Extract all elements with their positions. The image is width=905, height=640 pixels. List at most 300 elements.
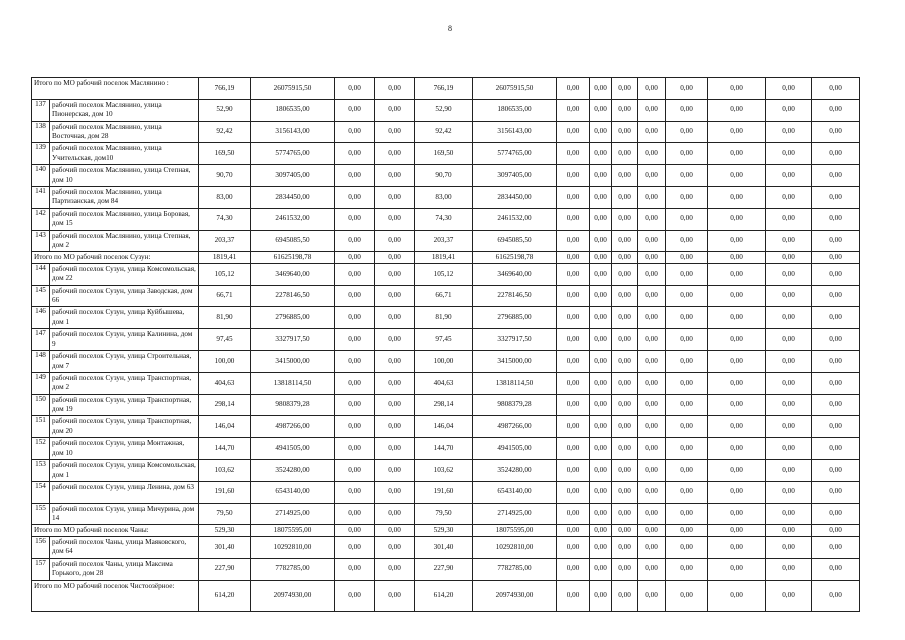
- row-index: 149: [32, 372, 50, 394]
- value-cell: 0,00: [590, 536, 612, 558]
- value-cell: 66,71: [199, 285, 251, 307]
- value-cell: 66,71: [415, 285, 473, 307]
- value-cell: 0,00: [375, 165, 415, 187]
- value-cell: 0,00: [335, 121, 375, 143]
- value-cell: 0,00: [666, 285, 708, 307]
- value-cell: 0,00: [638, 460, 666, 482]
- value-cell: 0,00: [666, 329, 708, 351]
- value-cell: 92,42: [199, 121, 251, 143]
- value-cell: 301,40: [199, 536, 251, 558]
- value-cell: 0,00: [612, 558, 638, 580]
- table-total-row: [32, 252, 860, 264]
- value-cell: 3524280,00: [473, 460, 557, 482]
- value-cell: 2461532,00: [251, 208, 335, 230]
- value-cell: 146,04: [199, 416, 251, 438]
- value-cell: 4941505,00: [251, 438, 335, 460]
- value-cell: 0,00: [812, 208, 860, 230]
- value-cell: 0,00: [666, 208, 708, 230]
- value-cell: 0,00: [708, 438, 766, 460]
- value-cell: 20974930,00: [251, 580, 335, 612]
- value-cell: 0,00: [557, 372, 590, 394]
- value-cell: 0,00: [335, 372, 375, 394]
- value-cell: 0,00: [612, 263, 638, 285]
- value-cell: 0,00: [612, 580, 638, 612]
- value-cell: 0,00: [812, 460, 860, 482]
- value-cell: 0,00: [557, 78, 590, 100]
- value-cell: 0,00: [557, 536, 590, 558]
- value-cell: 0,00: [638, 438, 666, 460]
- value-cell: 0,00: [375, 329, 415, 351]
- value-cell: 0,00: [590, 186, 612, 208]
- value-cell: 0,00: [335, 503, 375, 525]
- value-cell: 2714925,00: [251, 503, 335, 525]
- value-cell: 0,00: [666, 394, 708, 416]
- value-cell: 0,00: [708, 372, 766, 394]
- value-cell: 26075915,50: [473, 78, 557, 100]
- value-cell: 0,00: [666, 372, 708, 394]
- value-cell: 0,00: [812, 416, 860, 438]
- table-row: [32, 329, 860, 351]
- address-cell: рабочий поселок Сузун, улица Транспортная, дом 2: [50, 372, 199, 394]
- value-cell: 0,00: [812, 329, 860, 351]
- value-cell: 13818114,50: [251, 372, 335, 394]
- value-cell: 103,62: [415, 460, 473, 482]
- value-cell: 0,00: [612, 394, 638, 416]
- value-cell: 298,14: [199, 394, 251, 416]
- value-cell: 0,00: [612, 121, 638, 143]
- value-cell: 9808379,28: [473, 394, 557, 416]
- value-cell: 0,00: [812, 351, 860, 373]
- address-cell: рабочий поселок Чаны, улица Маяковского, дом 64: [50, 536, 199, 558]
- value-cell: 0,00: [375, 121, 415, 143]
- value-cell: 0,00: [708, 394, 766, 416]
- value-cell: 0,00: [708, 525, 766, 537]
- value-cell: 3156143,00: [473, 121, 557, 143]
- table-body: [32, 78, 860, 612]
- value-cell: 0,00: [612, 438, 638, 460]
- value-cell: 0,00: [375, 525, 415, 537]
- value-cell: 0,00: [666, 503, 708, 525]
- value-cell: 0,00: [335, 263, 375, 285]
- value-cell: 203,37: [415, 230, 473, 252]
- value-cell: 90,70: [199, 165, 251, 187]
- row-index: 146: [32, 307, 50, 329]
- value-cell: 3524280,00: [251, 460, 335, 482]
- value-cell: 0,00: [766, 416, 812, 438]
- value-cell: 0,00: [766, 252, 812, 264]
- address-cell: рабочий поселок Маслянино, улица Партизанская, дом 84: [50, 186, 199, 208]
- value-cell: 0,00: [638, 558, 666, 580]
- value-cell: 0,00: [335, 208, 375, 230]
- value-cell: 0,00: [612, 372, 638, 394]
- value-cell: 0,00: [375, 438, 415, 460]
- table-row: [32, 394, 860, 416]
- value-cell: 0,00: [590, 438, 612, 460]
- value-cell: 0,00: [708, 580, 766, 612]
- value-cell: 0,00: [557, 416, 590, 438]
- value-cell: 90,70: [415, 165, 473, 187]
- value-cell: 0,00: [557, 394, 590, 416]
- table-row: [32, 460, 860, 482]
- value-cell: 0,00: [375, 558, 415, 580]
- value-cell: 79,50: [415, 503, 473, 525]
- value-cell: 0,00: [335, 536, 375, 558]
- value-cell: 0,00: [766, 536, 812, 558]
- address-cell: рабочий поселок Сузун, улица Комсомольская, дом 1: [50, 460, 199, 482]
- value-cell: 0,00: [375, 78, 415, 100]
- value-cell: 0,00: [666, 230, 708, 252]
- value-cell: 0,00: [708, 78, 766, 100]
- value-cell: 0,00: [557, 263, 590, 285]
- value-cell: 0,00: [666, 558, 708, 580]
- value-cell: 0,00: [557, 460, 590, 482]
- value-cell: 0,00: [557, 208, 590, 230]
- value-cell: 74,30: [415, 208, 473, 230]
- value-cell: 0,00: [335, 481, 375, 503]
- value-cell: 0,00: [708, 263, 766, 285]
- value-cell: 74,30: [199, 208, 251, 230]
- value-cell: 529,30: [199, 525, 251, 537]
- value-cell: 0,00: [766, 372, 812, 394]
- value-cell: 0,00: [612, 536, 638, 558]
- value-cell: 0,00: [766, 481, 812, 503]
- value-cell: 4987266,00: [251, 416, 335, 438]
- value-cell: 0,00: [375, 252, 415, 264]
- address-cell: рабочий поселок Маслянино, улица Боровая, дом 15: [50, 208, 199, 230]
- value-cell: 0,00: [375, 99, 415, 121]
- value-cell: 0,00: [590, 165, 612, 187]
- value-cell: 0,00: [766, 307, 812, 329]
- value-cell: 0,00: [666, 143, 708, 165]
- table-row: [32, 263, 860, 285]
- value-cell: 0,00: [557, 186, 590, 208]
- value-cell: 614,20: [415, 580, 473, 612]
- row-index: 139: [32, 143, 50, 165]
- value-cell: 169,50: [199, 143, 251, 165]
- value-cell: 0,00: [590, 394, 612, 416]
- value-cell: 0,00: [335, 580, 375, 612]
- value-cell: 0,00: [590, 372, 612, 394]
- value-cell: 0,00: [708, 329, 766, 351]
- value-cell: 10292810,00: [251, 536, 335, 558]
- table-row: [32, 558, 860, 580]
- total-label: Итого по МО рабочий поселок Маслянино :: [32, 78, 199, 100]
- value-cell: 97,45: [415, 329, 473, 351]
- value-cell: 0,00: [590, 252, 612, 264]
- value-cell: 0,00: [812, 525, 860, 537]
- value-cell: 0,00: [766, 503, 812, 525]
- value-cell: 2714925,00: [473, 503, 557, 525]
- address-cell: рабочий поселок Сузун, улица Калинина, дом 9: [50, 329, 199, 351]
- value-cell: 0,00: [812, 230, 860, 252]
- value-cell: 92,42: [415, 121, 473, 143]
- value-cell: 0,00: [375, 143, 415, 165]
- value-cell: 0,00: [612, 460, 638, 482]
- value-cell: 0,00: [375, 351, 415, 373]
- value-cell: 0,00: [638, 186, 666, 208]
- value-cell: 0,00: [812, 307, 860, 329]
- value-cell: 0,00: [666, 121, 708, 143]
- value-cell: 0,00: [612, 351, 638, 373]
- value-cell: 6543140,00: [251, 481, 335, 503]
- page-number: 8: [448, 24, 452, 33]
- value-cell: 0,00: [335, 230, 375, 252]
- value-cell: 0,00: [766, 165, 812, 187]
- value-cell: 79,50: [199, 503, 251, 525]
- value-cell: 0,00: [766, 230, 812, 252]
- value-cell: 0,00: [612, 285, 638, 307]
- value-cell: 146,04: [415, 416, 473, 438]
- value-cell: 0,00: [375, 307, 415, 329]
- value-cell: 52,90: [199, 99, 251, 121]
- value-cell: 0,00: [812, 558, 860, 580]
- value-cell: 0,00: [638, 351, 666, 373]
- value-cell: 0,00: [612, 416, 638, 438]
- value-cell: 2834450,00: [473, 186, 557, 208]
- value-cell: 0,00: [557, 329, 590, 351]
- address-cell: рабочий поселок Маслянино, улица Учительская, дом10: [50, 143, 199, 165]
- value-cell: 0,00: [666, 580, 708, 612]
- value-cell: 404,63: [415, 372, 473, 394]
- row-index: 153: [32, 460, 50, 482]
- value-cell: 0,00: [666, 78, 708, 100]
- value-cell: 1819,41: [415, 252, 473, 264]
- value-cell: 0,00: [766, 99, 812, 121]
- value-cell: 0,00: [557, 438, 590, 460]
- value-cell: 0,00: [612, 208, 638, 230]
- address-cell: рабочий поселок Маслянино, улица Пионерская, дом 10: [50, 99, 199, 121]
- value-cell: 0,00: [375, 208, 415, 230]
- value-cell: 0,00: [812, 99, 860, 121]
- value-cell: 0,00: [335, 438, 375, 460]
- value-cell: 1806535,00: [251, 99, 335, 121]
- table-row: [32, 307, 860, 329]
- value-cell: 0,00: [812, 536, 860, 558]
- value-cell: 0,00: [666, 351, 708, 373]
- value-cell: 0,00: [708, 252, 766, 264]
- value-cell: 0,00: [638, 525, 666, 537]
- value-cell: 103,62: [199, 460, 251, 482]
- value-cell: 0,00: [375, 536, 415, 558]
- value-cell: 0,00: [557, 351, 590, 373]
- value-cell: 105,12: [199, 263, 251, 285]
- value-cell: 0,00: [557, 230, 590, 252]
- value-cell: 0,00: [335, 99, 375, 121]
- table-row: [32, 372, 860, 394]
- value-cell: 0,00: [638, 208, 666, 230]
- value-cell: 1819,41: [199, 252, 251, 264]
- value-cell: 13818114,50: [473, 372, 557, 394]
- table-row: [32, 121, 860, 143]
- value-cell: 0,00: [812, 481, 860, 503]
- value-cell: 0,00: [612, 143, 638, 165]
- value-cell: 0,00: [612, 165, 638, 187]
- row-index: 157: [32, 558, 50, 580]
- value-cell: 0,00: [666, 263, 708, 285]
- value-cell: 0,00: [766, 525, 812, 537]
- value-cell: 298,14: [415, 394, 473, 416]
- value-cell: 0,00: [708, 351, 766, 373]
- value-cell: 0,00: [666, 416, 708, 438]
- value-cell: 0,00: [335, 460, 375, 482]
- value-cell: 0,00: [612, 503, 638, 525]
- value-cell: 0,00: [638, 580, 666, 612]
- address-cell: рабочий поселок Сузун, улица Заводская, дом 66: [50, 285, 199, 307]
- value-cell: 0,00: [708, 558, 766, 580]
- value-cell: 0,00: [666, 307, 708, 329]
- value-cell: 2796885,00: [473, 307, 557, 329]
- row-index: 154: [32, 481, 50, 503]
- value-cell: 2278146,50: [251, 285, 335, 307]
- value-cell: 0,00: [612, 481, 638, 503]
- value-cell: 0,00: [612, 186, 638, 208]
- address-cell: рабочий поселок Маслянино, улица Степная, дом 10: [50, 165, 199, 187]
- value-cell: 0,00: [557, 503, 590, 525]
- value-cell: 0,00: [335, 165, 375, 187]
- row-index: 145: [32, 285, 50, 307]
- value-cell: 0,00: [375, 503, 415, 525]
- value-cell: 0,00: [666, 99, 708, 121]
- value-cell: 81,90: [199, 307, 251, 329]
- row-index: 144: [32, 263, 50, 285]
- value-cell: 0,00: [708, 481, 766, 503]
- value-cell: 2834450,00: [251, 186, 335, 208]
- value-cell: 0,00: [766, 143, 812, 165]
- value-cell: 0,00: [375, 416, 415, 438]
- value-cell: 0,00: [557, 307, 590, 329]
- row-index: 156: [32, 536, 50, 558]
- value-cell: 0,00: [638, 121, 666, 143]
- value-cell: 0,00: [375, 186, 415, 208]
- table-row: [32, 99, 860, 121]
- value-cell: 0,00: [375, 263, 415, 285]
- value-cell: 100,00: [415, 351, 473, 373]
- value-cell: 0,00: [335, 252, 375, 264]
- value-cell: 0,00: [557, 580, 590, 612]
- value-cell: 0,00: [590, 351, 612, 373]
- value-cell: 0,00: [557, 525, 590, 537]
- address-cell: рабочий поселок Сузун, улица Комсомольская, дом 22: [50, 263, 199, 285]
- value-cell: 0,00: [812, 143, 860, 165]
- value-cell: 0,00: [612, 99, 638, 121]
- address-cell: рабочий поселок Маслянино, улица Степная, дом 2: [50, 230, 199, 252]
- total-label: Итого по МО рабочий поселок Чистоозёрное:: [32, 580, 199, 612]
- value-cell: 0,00: [590, 99, 612, 121]
- value-cell: 4941505,00: [473, 438, 557, 460]
- value-cell: 100,00: [199, 351, 251, 373]
- value-cell: 0,00: [638, 536, 666, 558]
- table-row: [32, 186, 860, 208]
- value-cell: 0,00: [666, 481, 708, 503]
- value-cell: 0,00: [557, 481, 590, 503]
- value-cell: 0,00: [590, 208, 612, 230]
- value-cell: 0,00: [638, 99, 666, 121]
- value-cell: 3469640,00: [473, 263, 557, 285]
- value-cell: 0,00: [590, 263, 612, 285]
- value-cell: 0,00: [812, 372, 860, 394]
- value-cell: 614,20: [199, 580, 251, 612]
- value-cell: 0,00: [557, 99, 590, 121]
- value-cell: 0,00: [638, 285, 666, 307]
- value-cell: 97,45: [199, 329, 251, 351]
- value-cell: 0,00: [590, 525, 612, 537]
- address-cell: рабочий поселок Сузун, улица Строительная, дом 7: [50, 351, 199, 373]
- value-cell: 0,00: [812, 186, 860, 208]
- value-cell: 6945085,50: [473, 230, 557, 252]
- value-cell: 0,00: [666, 252, 708, 264]
- value-cell: 0,00: [590, 460, 612, 482]
- value-cell: 0,00: [766, 186, 812, 208]
- value-cell: 191,60: [415, 481, 473, 503]
- table-row: [32, 285, 860, 307]
- value-cell: 0,00: [812, 285, 860, 307]
- value-cell: 0,00: [590, 580, 612, 612]
- value-cell: 4987266,00: [473, 416, 557, 438]
- value-cell: 0,00: [638, 394, 666, 416]
- value-cell: 2278146,50: [473, 285, 557, 307]
- row-index: 150: [32, 394, 50, 416]
- value-cell: 0,00: [812, 252, 860, 264]
- value-cell: 0,00: [666, 460, 708, 482]
- value-cell: 0,00: [375, 394, 415, 416]
- value-cell: 0,00: [766, 121, 812, 143]
- row-index: 147: [32, 329, 50, 351]
- value-cell: 0,00: [335, 285, 375, 307]
- value-cell: 3327917,50: [251, 329, 335, 351]
- value-cell: 0,00: [638, 416, 666, 438]
- value-cell: 404,63: [199, 372, 251, 394]
- value-cell: 0,00: [708, 165, 766, 187]
- value-cell: 0,00: [708, 99, 766, 121]
- value-cell: 0,00: [766, 263, 812, 285]
- value-cell: 0,00: [638, 503, 666, 525]
- table-row: [32, 503, 860, 525]
- value-cell: 0,00: [766, 580, 812, 612]
- value-cell: 0,00: [335, 525, 375, 537]
- value-cell: 0,00: [612, 252, 638, 264]
- value-cell: 0,00: [708, 143, 766, 165]
- row-index: 138: [32, 121, 50, 143]
- value-cell: 203,37: [199, 230, 251, 252]
- row-index: 152: [32, 438, 50, 460]
- value-cell: 227,90: [199, 558, 251, 580]
- value-cell: 0,00: [335, 329, 375, 351]
- total-label: Итого по МО рабочий поселок Сузун:: [32, 252, 199, 264]
- value-cell: 83,00: [199, 186, 251, 208]
- value-cell: 0,00: [590, 78, 612, 100]
- value-cell: 0,00: [335, 558, 375, 580]
- value-cell: 0,00: [812, 438, 860, 460]
- value-cell: 0,00: [708, 121, 766, 143]
- value-cell: 227,90: [415, 558, 473, 580]
- value-cell: 0,00: [666, 438, 708, 460]
- total-label: Итого по МО рабочий поселок Чаны:: [32, 525, 199, 537]
- value-cell: 0,00: [766, 351, 812, 373]
- value-cell: 0,00: [335, 351, 375, 373]
- row-index: 151: [32, 416, 50, 438]
- value-cell: 26075915,50: [251, 78, 335, 100]
- address-cell: рабочий поселок Сузун, улица Мичурина, дом 14: [50, 503, 199, 525]
- value-cell: 0,00: [638, 252, 666, 264]
- row-index: 140: [32, 165, 50, 187]
- value-cell: 0,00: [590, 416, 612, 438]
- value-cell: 0,00: [638, 230, 666, 252]
- value-cell: 10292810,00: [473, 536, 557, 558]
- value-cell: 0,00: [335, 416, 375, 438]
- value-cell: 0,00: [612, 230, 638, 252]
- table-row: [32, 438, 860, 460]
- table-total-row: [32, 580, 860, 612]
